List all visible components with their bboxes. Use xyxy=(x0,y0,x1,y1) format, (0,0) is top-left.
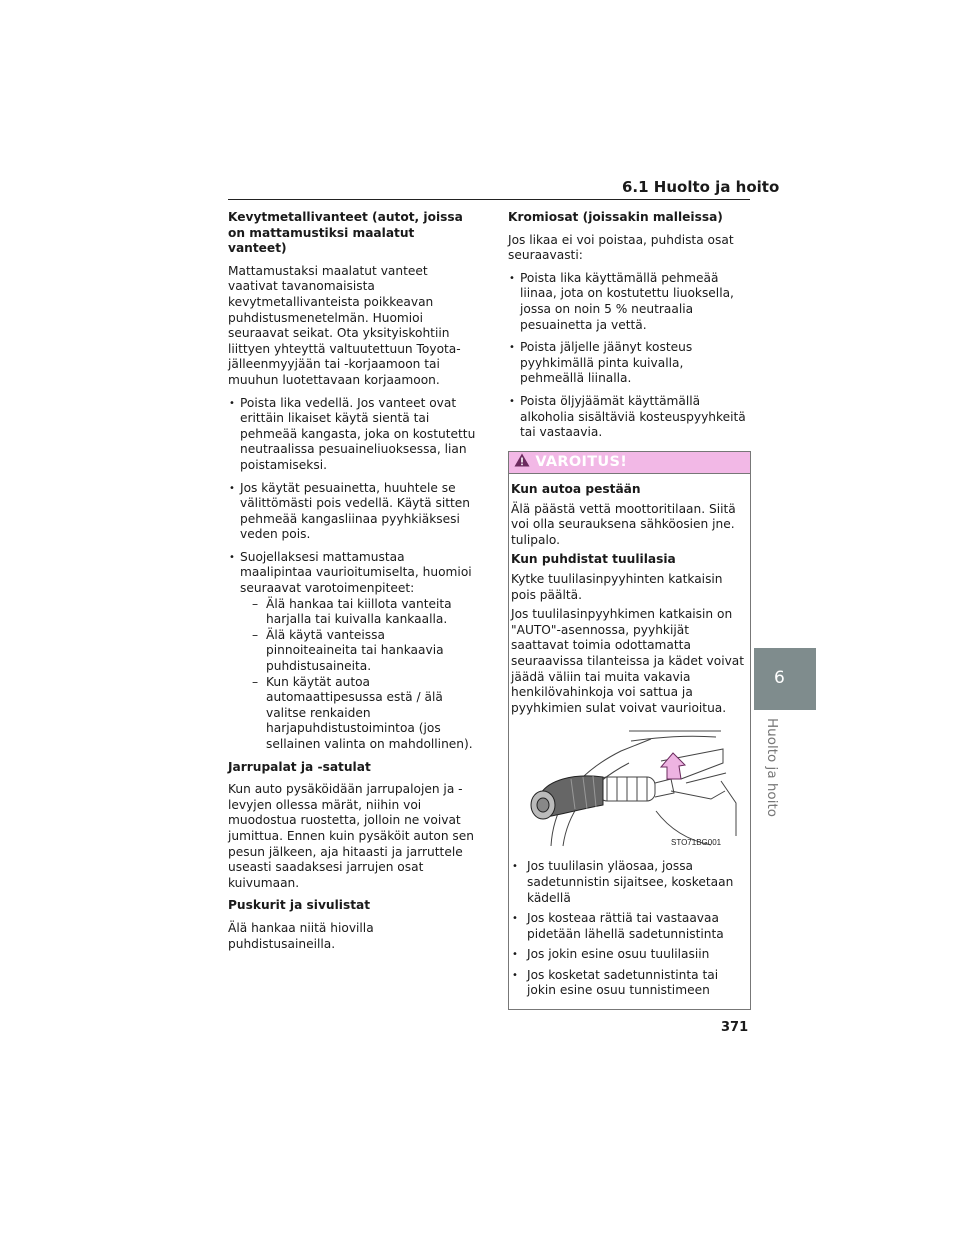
alloy-wheels-list xyxy=(228,396,476,753)
chapter-number: 6 xyxy=(774,668,785,688)
alloy-wheels-intro: Mattamustaksi maalatut vanteet vaativat tavanomaisista kevytmetallivanteista poikkeavan puhdistusmenetelmän. Huomioi seuraavat seikat. Ota yksityiskohtiin liittyen yhteyttä valtuutettuun Toyota-jälleenmyyjään tai -korjaamoon tai muuhun luotettavaan korjaamoon. xyxy=(228,263,461,387)
chrome-parts-intro: Jos likaa ei voi poistaa, puhdista osat seuraavasti: xyxy=(508,232,734,263)
brakes-text: Kun auto pysäköidään jarrupalojen ja -levyjen ollessa märät, niihin voi muodostua ruostetta, jolloin ne voivat jumittua. Ennen kuin pysäköit auton sen pesun jälkeen, aja hitaasti ja jarruttele useasti saadaksesi jarrujen osat kuivumaan. xyxy=(228,782,474,890)
washing-text: Älä päästä vettä moottoritilaan. Siitä voi olla seurauksena sähköosien jne. tulipalo. xyxy=(511,501,736,547)
sensor-situations-list xyxy=(511,859,747,999)
windshield-text: Kytke tuulilasinpyyhinten katkaisin pois päältä. xyxy=(511,571,723,602)
header-rule xyxy=(228,199,750,200)
wiper-switch-illustration xyxy=(511,721,747,851)
chapter-side-label xyxy=(760,718,786,818)
list-item: • Jos jokin esine osuu tuulilasiin xyxy=(511,947,747,963)
list-item: • Poista lika käyttämällä pehmeää liinaa, jota on kostutettu liuoksella, jossa on noin 5 % neutraalia pesuainetta ja vettä. xyxy=(508,271,751,333)
warning-body xyxy=(509,474,750,999)
chrome-parts-list xyxy=(508,271,751,441)
chrome-parts-heading: Kromiosat (joissakin malleissa) xyxy=(508,210,723,224)
list-item: • Jos kosteaa rättiä tai vastaavaa pidetään lähellä sadetunnistinta xyxy=(511,911,747,942)
warning-box xyxy=(508,451,751,1010)
chapter-header: 6.1 Huolto ja hoito xyxy=(622,178,780,196)
precautions-sublist xyxy=(240,597,476,753)
list-item: • Poista lika vedellä. Jos vanteet ovat erittäin likaiset käytä sientä tai pehmeää kangasta, joka on kostutettu neutraalissa pesuaineliuoksessa, lian poistamiseksi. xyxy=(228,396,476,474)
list-item: • Poista jäljelle jäänyt kosteus pyyhkimällä pinta kuivalla, pehmeällä liinalla. xyxy=(508,340,751,387)
bumpers-heading: Puskurit ja sivulistat xyxy=(228,898,371,913)
wiper-switch-drawing xyxy=(511,721,747,851)
alloy-wheels-heading: Kevytmetallivanteet (autot, joissa on mattamustiksi maalatut vanteet) xyxy=(228,210,463,256)
left-column xyxy=(228,210,476,959)
right-column xyxy=(508,210,751,448)
list-item: • Poista öljyjäämät käyttämällä alkoholia sisältäviä kosteuspyyhkeitä tai vastaavia. xyxy=(508,394,751,441)
page-number: 371 xyxy=(721,1020,749,1035)
warning-title: VAROITUS! xyxy=(535,454,628,470)
chapter-tab xyxy=(754,648,816,710)
list-item: • Jos tuulilasin yläosaa, jossa sadetunnistin sijaitsee, kosketaan kädellä xyxy=(511,859,747,906)
sublist-item: – Älä käytä vanteissa pinnoiteaineita tai hankaavia puhdistusaineita. xyxy=(240,628,476,675)
warning-title-bar xyxy=(509,452,750,474)
list-item: • Jos käytät pesuainetta, huuhtele se välittömästi pois vedellä. Käytä sitten pehmeää kangasliinaa pyyhkiäksesi veden pois. xyxy=(228,481,476,543)
washing-heading: Kun autoa pestään xyxy=(511,482,641,496)
list-item xyxy=(228,550,476,753)
list-item: • Jos kosketat sadetunnistinta tai jokin esine osuu tunnistimeen xyxy=(511,968,747,999)
sublist-item: – Kun käytät autoa automaattipesussa estä / älä valitse renkaiden harjapuhdistustoimintoa (jos sellainen valinta on mahdollinen). xyxy=(240,675,476,753)
auto-mode-text: Jos tuulilasinpyyhkimen katkaisin on "AUTO"-asennossa, pyyhkijät saattavat toimia odottamatta seuraavissa tilanteissa ja kädet voivat jäädä väliin tai muita vakavia henkilövahinkoja voi sattua ja pyyhkimien sulat voivat vaurioitua. xyxy=(511,607,745,715)
list-item-text: Suojellaksesi mattamustaa maalipintaa vaurioitumiselta, huomioi seuraavat varotoimenpiteet: xyxy=(240,549,472,596)
brakes-heading: Jarrupalat ja -satulat xyxy=(228,759,371,774)
chapter-side-label-text: Huolto ja hoito xyxy=(764,718,780,817)
figure-code: STO71BG001 xyxy=(671,838,722,848)
bumpers-text: Älä hankaa niitä hiovilla puhdistusaineilla. xyxy=(228,920,374,951)
warning-triangle-icon xyxy=(514,453,530,467)
windshield-heading: Kun puhdistat tuulilasia xyxy=(511,552,676,567)
sublist-item: – Älä hankaa tai kiillota vanteita harjalla tai kuivalla kankaalla. xyxy=(240,597,476,628)
